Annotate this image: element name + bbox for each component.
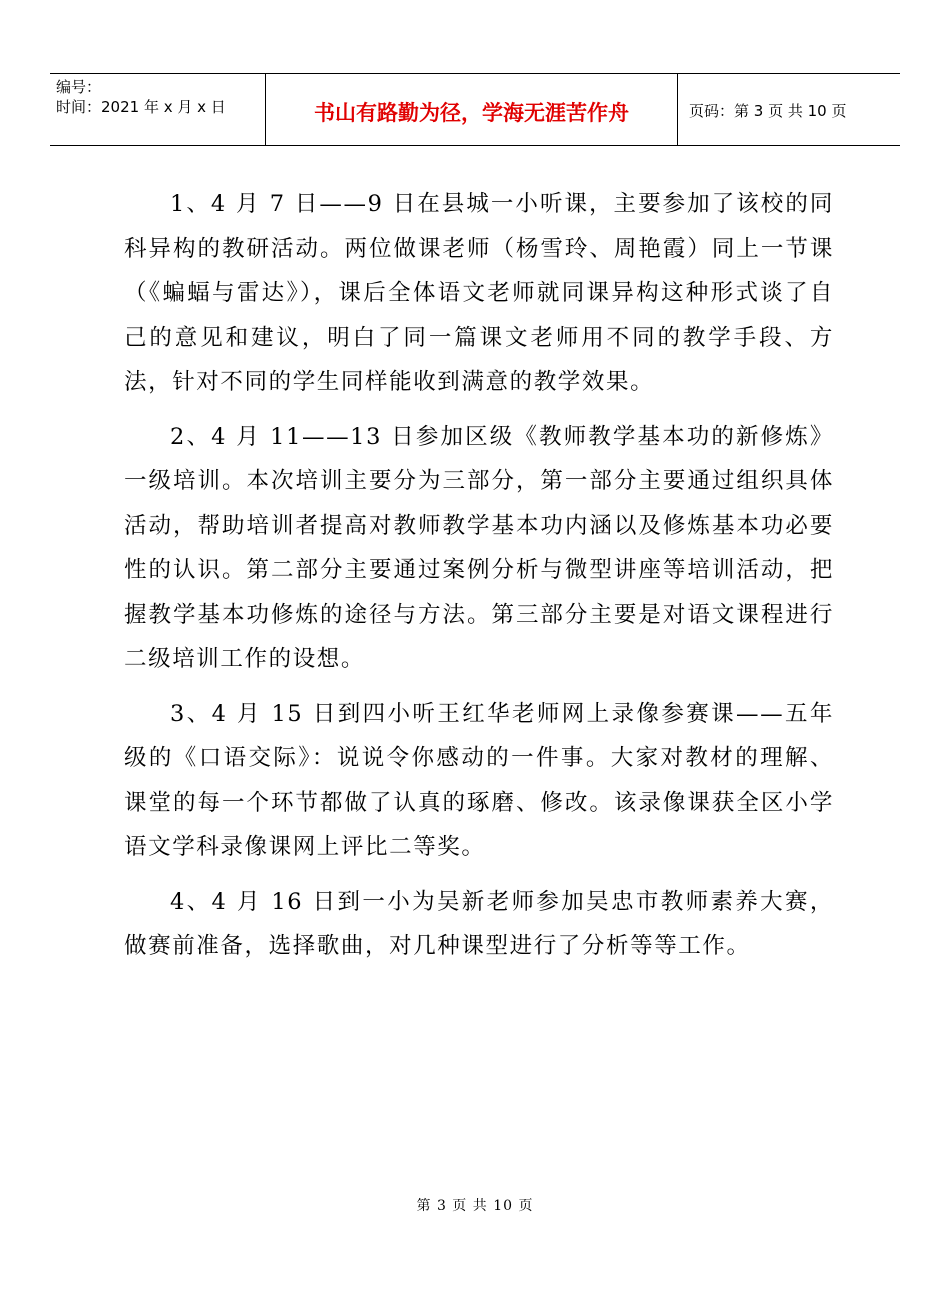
time-label: 时间：2021 年 x 月 x 日 (56, 98, 226, 116)
paragraph-1: 1、4 月 7 日——9 日在县城一小听课，主要参加了该校的同科异构的教研活动。两位做课老师（杨雪玲、周艳霞）同上一节课（《蝙蝠与雷达》），课后全体语文老师就同课异构这种形式谈了自己的意见和建议，明白了同一篇课文老师用不同的教学手段、方法，针对不同的学生同样能收到满意的教学效果。 (124, 191, 834, 395)
header-meta (50, 74, 266, 145)
header-motto: 书山有路勤为径，学海无涯苦作舟 (266, 74, 678, 145)
number-label: 编号： (56, 78, 102, 96)
paragraph-2: 2、4 月 11——13 日参加区级《教师教学基本功的新修炼》一级培训。本次培训主要分为三部分，第一部分主要通过组织具体活动，帮助培训者提高对教师教学基本功内涵以及修炼基本功必要性的认识。第二部分主要通过案例分析与微型讲座等培训活动，把握教学基本功修炼的途径与方法。第三部分主要是对语文课程进行二级培训工作的设想。 (124, 423, 834, 672)
header-page-code: 页码：第 3 页 共 10 页 (689, 102, 847, 120)
paragraph-3: 3、4 月 15 日到四小听王红华老师网上录像参赛课——五年级的《口语交际》：说说令你感动的一件事。大家对教材的理解、课堂的每一个环节都做了认真的琢磨、修改。该录像课获全区小学语文学科录像课网上评比二等奖。 (124, 700, 834, 860)
paragraph-4: 4、4 月 16 日到一小为吴新老师参加吴忠市教师素养大赛，做赛前准备，选择歌曲，对几种课型进行了分析等等工作。 (124, 888, 834, 959)
document-header (50, 73, 900, 146)
document-body (124, 182, 834, 979)
page-footer: 第 3 页 共 10 页 (416, 1198, 534, 1214)
